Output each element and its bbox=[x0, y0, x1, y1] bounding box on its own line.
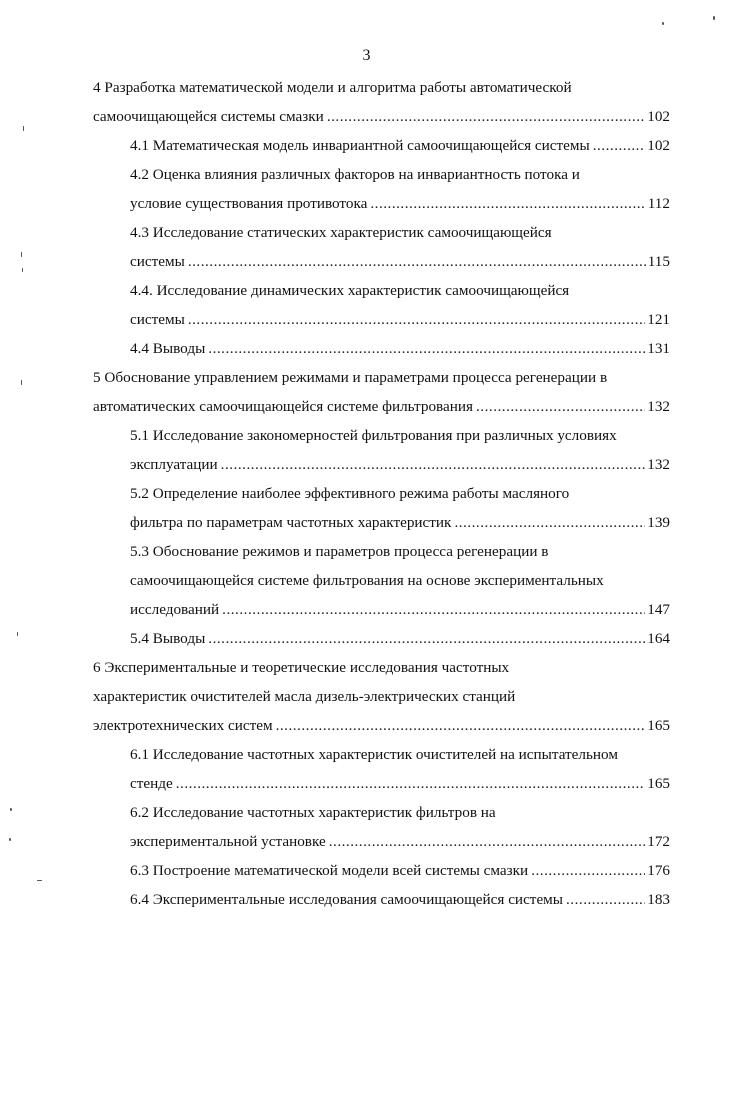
toc-entry-title: стенде bbox=[130, 775, 173, 792]
toc-entry bbox=[93, 363, 670, 421]
toc-entry-page: 115 bbox=[647, 253, 670, 270]
toc-entry bbox=[93, 885, 670, 914]
toc-entry bbox=[93, 131, 670, 160]
toc-entry-page: 164 bbox=[647, 630, 670, 647]
toc-entry-page: 183 bbox=[647, 891, 670, 908]
toc-entry-last-line bbox=[93, 189, 670, 218]
dot-leader bbox=[188, 305, 645, 334]
toc-entry-last-line bbox=[93, 624, 670, 653]
scan-speck bbox=[17, 632, 18, 636]
toc-entry-page: 147 bbox=[647, 601, 670, 618]
dot-leader bbox=[208, 334, 645, 363]
toc-entry-last-line bbox=[93, 885, 670, 914]
scan-speck bbox=[21, 380, 22, 385]
toc-entry-line: 4.4. Исследование динамических характеристик самоочищающейся bbox=[130, 282, 570, 299]
toc-entry-title: 4.1 Математическая модель инвариантной самоочищающейся системы bbox=[130, 137, 590, 154]
toc-entry bbox=[93, 334, 670, 363]
toc-entry-page: 132 bbox=[647, 456, 670, 473]
toc-entry bbox=[93, 218, 670, 276]
toc-entry-title: условие существования противотока bbox=[130, 195, 368, 212]
toc-entry-last-line bbox=[93, 247, 670, 276]
toc-entry-title: автоматических самоочищающейся системе фильтрования bbox=[93, 398, 473, 415]
toc-entry-page: 121 bbox=[647, 311, 670, 328]
scan-speck bbox=[713, 16, 715, 20]
toc-entry bbox=[93, 537, 670, 624]
toc-entry-line: характеристик очистителей масла дизель-электрических станций bbox=[93, 688, 516, 705]
toc-entry-title: 4.4 Выводы bbox=[130, 340, 206, 357]
toc-entry bbox=[93, 624, 670, 653]
toc-entry-line: 4.2 Оценка влияния различных факторов на инвариантность потока и bbox=[130, 166, 580, 183]
toc-entry-page: 165 bbox=[647, 717, 670, 734]
toc-entry-last-line bbox=[93, 769, 670, 798]
toc-entry-last-line bbox=[93, 305, 670, 334]
toc-entry bbox=[93, 276, 670, 334]
toc-entry-line: 5.3 Обоснование режимов и параметров процесса регенерации в bbox=[130, 543, 549, 560]
scan-speck bbox=[9, 838, 11, 841]
scan-speck bbox=[662, 22, 664, 25]
toc-entry-line: 6.2 Исследование частотных характеристик фильтров на bbox=[130, 804, 496, 821]
scan-speck bbox=[10, 808, 12, 811]
toc-entry-line: 5.2 Определение наиболее эффективного режима работы масляного bbox=[130, 485, 570, 502]
toc-entry-page: 132 bbox=[647, 398, 670, 415]
toc-entry bbox=[93, 160, 670, 218]
dot-leader bbox=[329, 827, 646, 856]
toc-entry-title: фильтра по параметрам частотных характеристик bbox=[130, 514, 452, 531]
scan-speck bbox=[23, 126, 24, 131]
toc-entry bbox=[93, 856, 670, 885]
toc-entry-page: 102 bbox=[647, 137, 670, 154]
toc-entry-title: эксплуатации bbox=[130, 456, 218, 473]
toc-entry-page: 172 bbox=[647, 833, 670, 850]
toc-entry-title: системы bbox=[130, 311, 185, 328]
page-number: 3 bbox=[362, 47, 371, 64]
toc-entry bbox=[93, 73, 670, 131]
toc-entry-last-line bbox=[93, 450, 670, 479]
toc-entry-title: 6.4 Экспериментальные исследования самоочищающейся системы bbox=[130, 891, 563, 908]
toc-entry-page: 139 bbox=[647, 514, 670, 531]
toc-entry-line: 5 Обоснование управлением режимами и параметрами процесса регенерации в bbox=[93, 369, 608, 386]
table-of-contents bbox=[93, 73, 670, 914]
toc-entry-title: системы bbox=[130, 253, 185, 270]
dot-leader bbox=[327, 102, 645, 131]
toc-entry bbox=[93, 421, 670, 479]
toc-entry-title: самоочищающейся системы смазки bbox=[93, 108, 324, 125]
dot-leader bbox=[370, 189, 645, 218]
toc-entry-line: 6 Экспериментальные и теоретические исследования частотных bbox=[93, 659, 510, 676]
toc-entry-last-line bbox=[93, 131, 670, 160]
toc-entry-last-line bbox=[93, 856, 670, 885]
toc-entry bbox=[93, 653, 670, 740]
toc-entry-title: 5.4 Выводы bbox=[130, 630, 206, 647]
toc-entry-line: 4.3 Исследование статических характеристик самоочищающейся bbox=[130, 224, 552, 241]
toc-entry-last-line bbox=[93, 711, 670, 740]
toc-entry bbox=[93, 479, 670, 537]
toc-entry-line: 5.1 Исследование закономерностей фильтрования при различных условиях bbox=[130, 427, 617, 444]
toc-entry-line: 6.1 Исследование частотных характеристик очистителей на испытательном bbox=[130, 746, 618, 763]
scan-speck bbox=[22, 268, 23, 272]
toc-entry-last-line bbox=[93, 334, 670, 363]
dot-leader bbox=[208, 624, 645, 653]
dot-leader bbox=[454, 508, 645, 537]
dot-leader bbox=[176, 769, 646, 798]
toc-entry-last-line bbox=[93, 827, 670, 856]
scan-speck bbox=[21, 252, 22, 257]
dot-leader bbox=[276, 711, 646, 740]
toc-entry-line: 4 Разработка математической модели и алгоритма работы автоматической bbox=[93, 79, 572, 96]
dot-leader bbox=[222, 595, 645, 624]
toc-entry-last-line bbox=[93, 392, 670, 421]
dot-leader bbox=[566, 885, 645, 914]
toc-entry-title: 6.3 Построение математической модели всей системы смазки bbox=[130, 862, 529, 879]
dot-leader bbox=[221, 450, 646, 479]
toc-entry bbox=[93, 798, 670, 856]
toc-entry-last-line bbox=[93, 508, 670, 537]
dot-leader bbox=[531, 856, 645, 885]
toc-entry-last-line bbox=[93, 102, 670, 131]
toc-entry-line: самоочищающейся системе фильтрования на основе экспериментальных bbox=[130, 572, 604, 589]
toc-entry-last-line bbox=[93, 595, 670, 624]
dot-leader bbox=[476, 392, 645, 421]
toc-entry-page: 112 bbox=[647, 195, 670, 212]
toc-entry bbox=[93, 740, 670, 798]
toc-entry-title: исследований bbox=[130, 601, 220, 618]
toc-entry-title: экспериментальной установке bbox=[130, 833, 326, 850]
scan-speck bbox=[37, 880, 42, 881]
toc-entry-page: 102 bbox=[647, 108, 670, 125]
dot-leader bbox=[593, 131, 646, 160]
dot-leader bbox=[188, 247, 646, 276]
toc-entry-page: 165 bbox=[647, 775, 670, 792]
toc-entry-page: 131 bbox=[647, 340, 670, 357]
toc-entry-title: электротехнических систем bbox=[93, 717, 273, 734]
toc-entry-page: 176 bbox=[647, 862, 670, 879]
